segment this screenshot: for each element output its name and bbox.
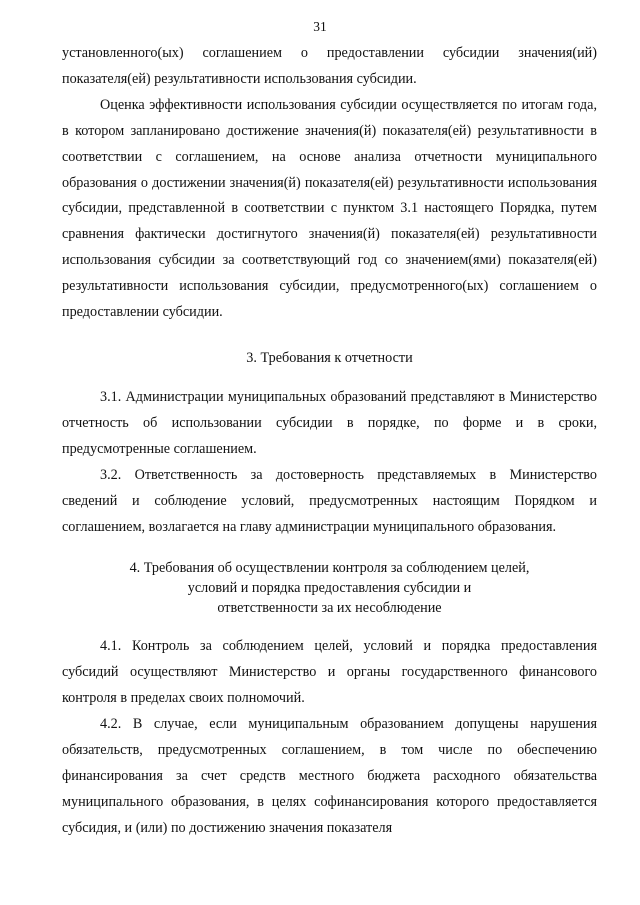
paragraph-continuation: установленного(ых) соглашением о предоставлении субсидии значения(ий) показателя(ей) результативности использования субсидии.	[62, 45, 597, 87]
paragraph-3-2: 3.2. Ответственность за достоверность представляемых в Министерство сведений и соблюдение условий, предусмотренных настоящим Порядком и соглашением, возлагается на главу администрации муниципального образования.	[62, 466, 597, 535]
section-3-heading: 3. Требования к отчетности	[246, 349, 413, 366]
section-4-heading-line: условий и порядка предоставления субсидии и	[187, 580, 472, 597]
paragraph-3-1: 3.1. Администрации муниципальных образований представляют в Министерство отчетность об использовании субсидии в порядке, по форме и в сроки, предусмотренные соглашением.	[62, 388, 597, 457]
paragraph-4-1: 4.1. Контроль за соблюдением целей, условий и порядка предоставления субсидий осуществляют Министерство и органы государственного финансового контроля в пределах своих полномочий.	[62, 638, 597, 707]
page-number: 31	[313, 19, 327, 34]
section-4-heading	[62, 558, 597, 618]
paragraph-efficiency-assessment: Оценка эффективности использования субсидии осуществляется по итогам года, в котором запланировано достижение значения(й) показателя(ей) результативности в соответствии с соглашением, на основе анализа отчетности муниципального образования о достижении значения(й) показателя(ей) результативности использования субсидии, представленной в соответствии с пунктом 3.1 настоящего Порядка, путем сравнения фактически достигнутого значения(й) показателя(ей) результативности использования субсидии за соответствующий год со значением(ями) показателя(ей) результативности использования субсидии, предусмотренного(ых) соглашением о предоставлении субсидии.	[62, 96, 597, 321]
document-body	[62, 41, 597, 842]
section-4-heading-line: 4. Требования об осуществлении контроля за соблюдением целей,	[129, 560, 530, 577]
section-4-heading-line: ответственности за их несоблюдение	[217, 600, 442, 617]
paragraph-4-2: 4.2. В случае, если муниципальным образованием допущены нарушения обязательств, предусмотренных соглашением, в том числе по обеспечению финансирования за счет средств местного бюджета расходного обязательства муниципального образования, в целях софинансирования которого предоставляется субсидия, и (или) по достижению значения показателя	[62, 716, 597, 836]
